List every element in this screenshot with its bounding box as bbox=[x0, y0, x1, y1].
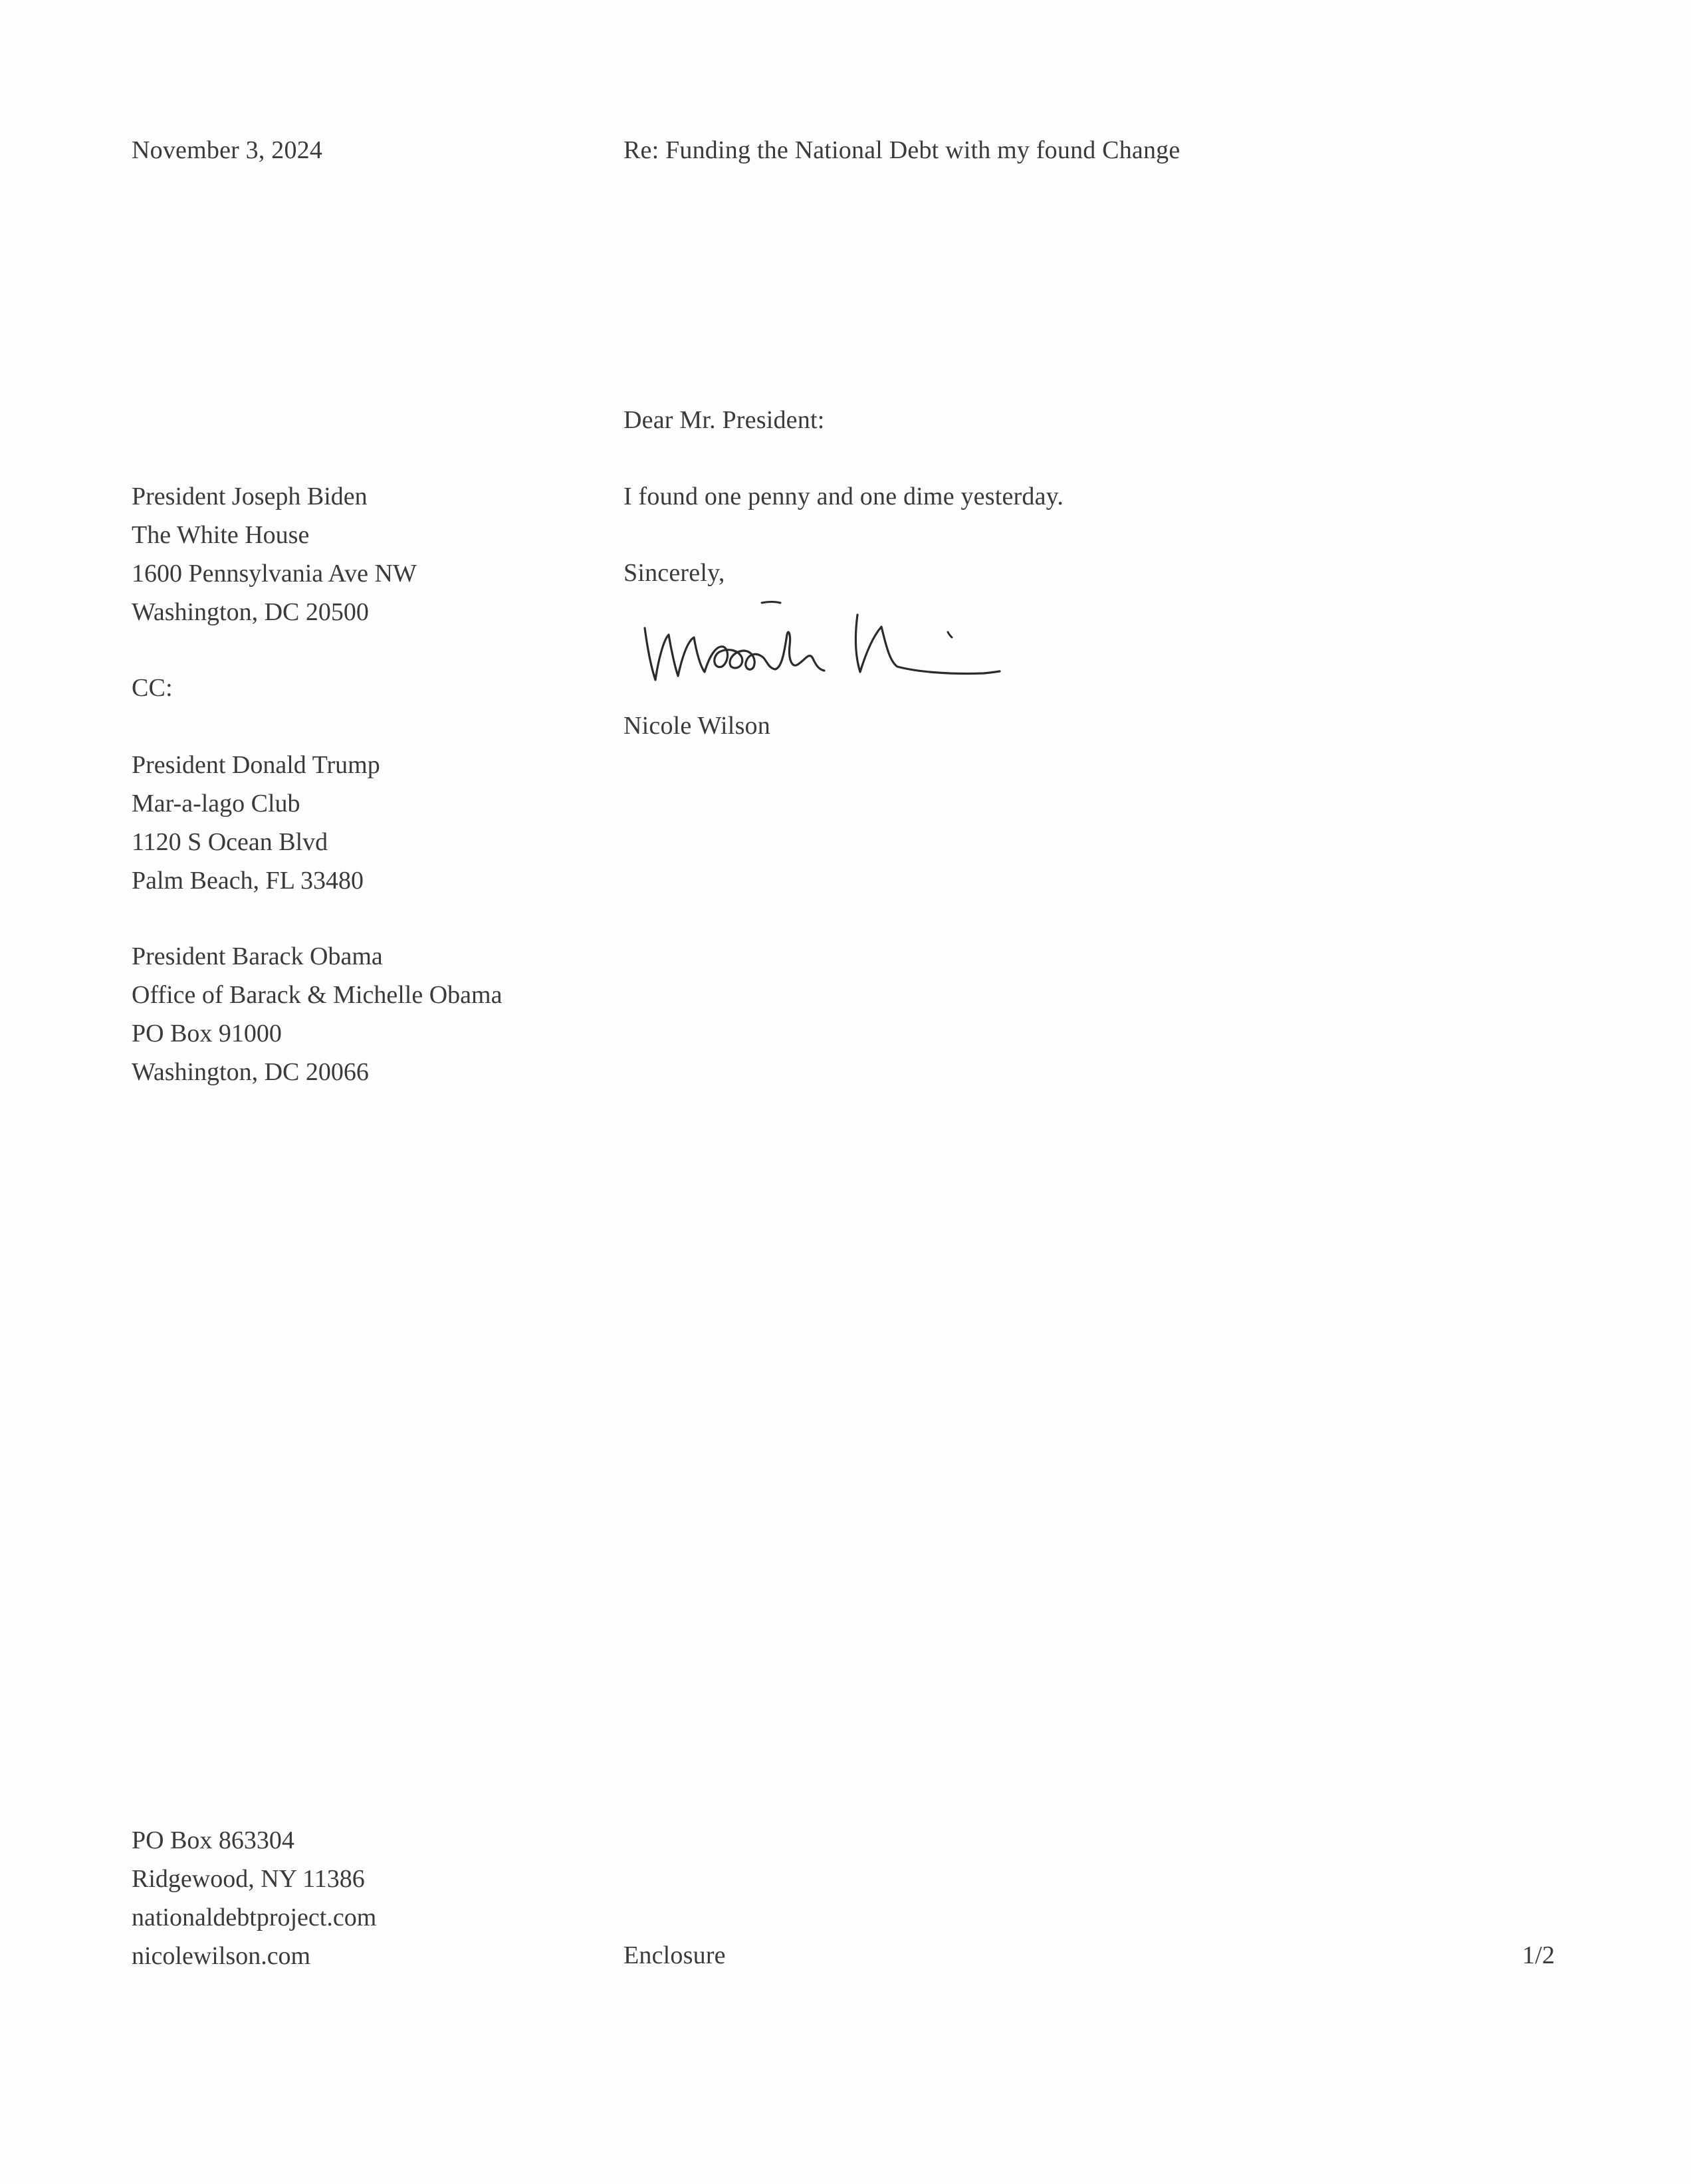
cc-label: CC: bbox=[132, 674, 173, 702]
letter-date: November 3, 2024 bbox=[132, 136, 323, 164]
page-number: 1/2 bbox=[1522, 1941, 1555, 1969]
cc-address-line: Mar-a-lago Club bbox=[132, 790, 300, 818]
recipient-address-line: The White House bbox=[132, 521, 310, 549]
sender-address bbox=[132, 1821, 376, 1975]
sender-website: nicolewilson.com bbox=[132, 1942, 311, 1970]
cc-address-line: Office of Barack & Michelle Obama bbox=[132, 981, 503, 1009]
enclosure-note: Enclosure bbox=[623, 1941, 726, 1969]
cc-recipient bbox=[132, 937, 502, 1091]
cc-address-line: Palm Beach, FL 33480 bbox=[132, 867, 364, 895]
recipient-address-line: 1600 Pennsylvania Ave NW bbox=[132, 560, 417, 588]
signer-name: Nicole Wilson bbox=[623, 712, 770, 740]
cc-address-line: Washington, DC 20066 bbox=[132, 1058, 369, 1086]
recipient-address-line: Washington, DC 20500 bbox=[132, 598, 369, 626]
sender-address-line: Ridgewood, NY 11386 bbox=[132, 1865, 365, 1893]
handwritten-signature bbox=[638, 588, 1010, 688]
recipient-address bbox=[132, 477, 417, 631]
sender-website: nationaldebtproject.com bbox=[132, 1904, 377, 1931]
salutation: Dear Mr. President: bbox=[623, 406, 825, 434]
cc-address-line: 1120 S Ocean Blvd bbox=[132, 828, 328, 856]
letter-body: I found one penny and one dime yesterday. bbox=[623, 483, 1064, 510]
cc-recipient-name: President Donald Trump bbox=[132, 751, 380, 779]
letter-subject: Re: Funding the National Debt with my found Change bbox=[623, 136, 1181, 164]
cc-recipient bbox=[132, 746, 380, 900]
recipient-name: President Joseph Biden bbox=[132, 483, 368, 510]
letter-closing: Sincerely, bbox=[623, 559, 725, 587]
cc-recipient-name: President Barack Obama bbox=[132, 942, 383, 970]
cc-address-line: PO Box 91000 bbox=[132, 1020, 282, 1047]
sender-address-line: PO Box 863304 bbox=[132, 1826, 294, 1854]
